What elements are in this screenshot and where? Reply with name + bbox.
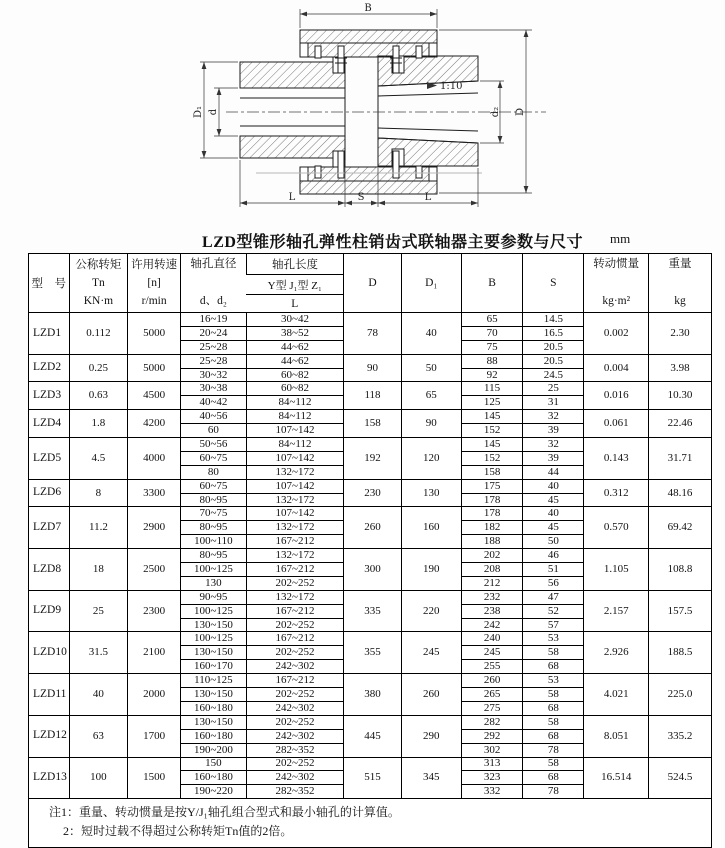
value-cell: 90 [344,354,402,382]
value-cell: 53 [523,674,584,688]
value-cell: 31.71 [649,438,712,480]
value-cell: 53 [523,632,584,646]
value-cell: 65 [461,313,523,327]
value-cell: 32 [523,438,584,452]
value-cell: 0.061 [584,410,649,438]
value-cell: 255 [461,660,523,674]
value-cell: 39 [523,451,584,465]
notes-cell [29,799,712,848]
table-body [29,313,712,799]
value-cell: 2.926 [584,632,649,674]
value-cell: 39 [523,424,584,438]
value-cell: 242~302 [246,729,343,743]
value-cell: 107~142 [246,424,343,438]
value-cell: 260 [461,674,523,688]
value-cell: 92 [461,368,523,382]
value-cell: 0.004 [584,354,649,382]
value-cell: 90 [401,410,461,438]
model-cell: LZD13 [29,757,70,799]
value-cell: 152 [461,451,523,465]
unit-label: mm [610,231,631,246]
value-cell: 3.98 [649,354,712,382]
value-cell: 245 [461,646,523,660]
value-cell: 80~95 [180,549,246,563]
header-inertia [584,254,649,313]
value-cell: 40 [523,479,584,493]
header-D1: D₁ [401,254,461,313]
value-cell: 275 [461,701,523,715]
model-cell: LZD1 [29,313,70,355]
value-cell: 160~180 [180,729,246,743]
value-cell: 44~62 [246,354,343,368]
value-cell: 130~150 [180,715,246,729]
header-speed [128,254,181,313]
value-cell: 238 [461,604,523,618]
coupling-drawing [0,0,725,232]
model-cell: LZD7 [29,507,70,549]
value-cell: 20.5 [523,340,584,354]
table-row [29,590,712,604]
header-torque-name: 公称转矩 [75,258,122,271]
value-cell: 16.514 [584,757,649,799]
table-row [29,382,712,396]
value-cell: 130 [401,479,461,507]
model-cell: LZD10 [29,632,70,674]
value-cell: 16~19 [180,313,246,327]
header-speed-name: 许用转速 [131,258,178,271]
value-cell: 60~75 [180,479,246,493]
value-cell: 58 [523,715,584,729]
value-cell: 40 [69,674,128,716]
value-cell: 5000 [128,313,181,355]
value-cell: 132~172 [246,465,343,479]
dim-label-d1: D₁ [193,105,204,119]
value-cell: 240 [461,632,523,646]
coupling-drawing-svg [0,0,725,232]
value-cell: 202~252 [246,646,343,660]
value-cell: 242~302 [246,660,343,674]
value-cell: 130 [180,576,246,590]
header-S: S [523,254,584,313]
value-cell: 69.42 [649,507,712,549]
value-cell: 30~32 [180,368,246,382]
header-B: B [461,254,523,313]
value-cell: 242 [461,618,523,632]
table-notes [29,799,712,848]
value-cell: 107~142 [246,451,343,465]
value-cell: 2500 [128,549,181,591]
value-cell: 40 [401,313,461,355]
header-bore-diameter [180,254,246,313]
value-cell: 282 [461,715,523,729]
value-cell: 290 [401,715,461,757]
value-cell: 40~56 [180,410,246,424]
model-cell: LZD3 [29,382,70,410]
value-cell: 50~56 [180,438,246,452]
value-cell: 80~95 [180,521,246,535]
value-cell: 160~180 [180,701,246,715]
value-cell: 300 [344,549,402,591]
value-cell: 60 [180,424,246,438]
value-cell: 0.63 [69,382,128,410]
value-cell: 282~352 [246,743,343,757]
value-cell: 100~125 [180,632,246,646]
value-cell: 68 [523,701,584,715]
value-cell: 157.5 [649,590,712,632]
value-cell: 242~302 [246,701,343,715]
header-speed-symbol: [n] [147,276,161,289]
value-cell: 88 [461,354,523,368]
value-cell: 51 [523,563,584,577]
header-weight-name: 重量 [668,258,692,270]
value-cell: 332 [461,785,523,799]
value-cell: 100~125 [180,604,246,618]
value-cell: 110~125 [180,674,246,688]
table-row [29,632,712,646]
value-cell: 167~212 [246,563,343,577]
table-row [29,549,712,563]
value-cell: 265 [461,688,523,702]
value-cell: 90~95 [180,590,246,604]
value-cell: 44 [523,465,584,479]
value-cell: 56 [523,576,584,590]
value-cell: 18 [69,549,128,591]
value-cell: 31.5 [69,632,128,674]
value-cell: 335.2 [649,715,712,757]
page-title: LZD型锥形轴孔弹性柱销齿式联轴器主要参数与尺寸 [202,233,583,251]
value-cell: 32 [523,410,584,424]
value-cell: 25~28 [180,340,246,354]
value-cell: 60~82 [246,382,343,396]
value-cell: 167~212 [246,604,343,618]
value-cell: 25 [69,590,128,632]
value-cell: 188 [461,535,523,549]
model-cell: LZD5 [29,438,70,480]
header-torque-symbol: Tn [92,276,105,289]
value-cell: 242~302 [246,771,343,785]
value-cell: 160 [401,507,461,549]
value-cell: 202~252 [246,757,343,771]
model-cell: LZD11 [29,674,70,716]
value-cell: 178 [461,507,523,521]
value-cell: 16.5 [523,326,584,340]
dim-label-b: B [364,3,372,14]
header-D: D [344,254,402,313]
value-cell: 20~24 [180,326,246,340]
value-cell: 57 [523,618,584,632]
value-cell: 132~172 [246,549,343,563]
header-inertia-name: 转动惯量 [593,258,640,270]
value-cell: 80 [180,465,246,479]
value-cell: 5000 [128,354,181,382]
value-cell: 84~112 [246,410,343,424]
value-cell: 48.16 [649,479,712,507]
value-cell: 335 [344,590,402,632]
model-cell: LZD12 [29,715,70,757]
value-cell: 60~82 [246,368,343,382]
value-cell: 4500 [128,382,181,410]
dim-label-s: S [357,192,365,203]
value-cell: 167~212 [246,674,343,688]
value-cell: 145 [461,410,523,424]
value-cell: 160~180 [180,771,246,785]
value-cell: 52 [523,604,584,618]
value-cell: 4.021 [584,674,649,716]
value-cell: 302 [461,743,523,757]
table-row [29,715,712,729]
value-cell: 46 [523,549,584,563]
dim-label-d: d [208,108,219,116]
value-cell: 75 [461,340,523,354]
table-row [29,674,712,688]
value-cell: 107~142 [246,479,343,493]
value-cell: 84~112 [246,396,343,410]
value-cell: 8 [69,479,128,507]
note-2: 2：短时过载不得超过公称转矩Tn值的2倍。 [63,824,293,839]
value-cell: 11.2 [69,507,128,549]
value-cell: 192 [344,438,402,480]
value-cell: 132~172 [246,521,343,535]
value-cell: 8.051 [584,715,649,757]
value-cell: 160~170 [180,660,246,674]
header-bore-length-L: L [291,297,299,310]
value-cell: 1700 [128,715,181,757]
value-cell: 45 [523,493,584,507]
taper-label: 1:10 [440,81,463,92]
value-cell: 25~28 [180,354,246,368]
value-cell: 31 [523,396,584,410]
value-cell: 44~62 [246,340,343,354]
value-cell: 118 [344,382,402,410]
header-model: 型 号 [31,278,67,290]
model-cell: LZD2 [29,354,70,382]
notes-row [29,799,712,848]
value-cell: 220 [401,590,461,632]
value-cell: 0.112 [69,313,128,355]
value-cell: 14.5 [523,313,584,327]
value-cell: 78 [523,785,584,799]
value-cell: 167~212 [246,632,343,646]
model-cell: LZD6 [29,479,70,507]
value-cell: 167~212 [246,535,343,549]
value-cell: 188.5 [649,632,712,674]
header-bore-diameter-name: 轴孔直径 [190,258,237,270]
value-cell: 178 [461,493,523,507]
dim-label-big-d: D [515,107,526,117]
value-cell: 58 [523,646,584,660]
value-cell: 60~75 [180,451,246,465]
table-row [29,410,712,424]
value-cell: 70 [461,326,523,340]
value-cell: 208 [461,563,523,577]
value-cell: 202~252 [246,618,343,632]
value-cell: 38~52 [246,326,343,340]
value-cell: 132~172 [246,493,343,507]
value-cell: 125 [461,396,523,410]
value-cell: 292 [461,729,523,743]
table-row [29,757,712,771]
table-row [29,438,712,452]
value-cell: 50 [523,535,584,549]
value-cell: 40~42 [180,396,246,410]
value-cell: 2.157 [584,590,649,632]
value-cell: 0.570 [584,507,649,549]
value-cell: 260 [344,507,402,549]
value-cell: 84~112 [246,438,343,452]
table-row [29,479,712,493]
value-cell: 202~252 [246,576,343,590]
value-cell: 2900 [128,507,181,549]
value-cell: 445 [344,715,402,757]
dim-label-d2: d₂ [490,106,501,118]
value-cell: 150 [180,757,246,771]
parameter-table [28,253,712,848]
value-cell: 190~200 [180,743,246,757]
header-bore-diameter-symbols: d、d₂ [199,295,227,308]
value-cell: 68 [523,660,584,674]
value-cell: 345 [401,757,461,799]
value-cell: 10.30 [649,382,712,410]
dim-label-l-left: L [288,192,296,203]
value-cell: 130~150 [180,646,246,660]
value-cell: 323 [461,771,523,785]
value-cell: 524.5 [649,757,712,799]
value-cell: 0.143 [584,438,649,480]
value-cell: 230 [344,479,402,507]
value-cell: 225.0 [649,674,712,716]
value-cell: 68 [523,771,584,785]
value-cell: 0.016 [584,382,649,410]
value-cell: 25 [523,382,584,396]
value-cell: 0.25 [69,354,128,382]
model-cell: LZD8 [29,549,70,591]
value-cell: 22.46 [649,410,712,438]
value-cell: 24.5 [523,368,584,382]
value-cell: 115 [461,382,523,396]
value-cell: 100~125 [180,563,246,577]
value-cell: 30~42 [246,313,343,327]
value-cell: 2.30 [649,313,712,355]
value-cell: 78 [523,743,584,757]
value-cell: 190~220 [180,785,246,799]
value-cell: 100 [69,757,128,799]
value-cell: 1500 [128,757,181,799]
value-cell: 515 [344,757,402,799]
table-header [29,254,712,313]
value-cell: 45 [523,521,584,535]
value-cell: 47 [523,590,584,604]
header-speed-unit: r/min [141,294,167,307]
value-cell: 100~110 [180,535,246,549]
dim-label-l-right: L [424,192,432,203]
value-cell: 182 [461,521,523,535]
value-cell: 50 [401,354,461,382]
value-cell: 30~38 [180,382,246,396]
value-cell: 20.5 [523,354,584,368]
note-1: 注1：重量、转动惯量是按Y/J₁轴孔组合型式和最小轴孔的计算值。 [49,805,400,820]
value-cell: 313 [461,757,523,771]
value-cell: 132~172 [246,590,343,604]
value-cell: 152 [461,424,523,438]
header-weight-unit: kg [674,295,686,308]
value-cell: 202~252 [246,715,343,729]
value-cell: 212 [461,576,523,590]
value-cell: 4000 [128,438,181,480]
table-row [29,354,712,368]
value-cell: 58 [523,688,584,702]
value-cell: 130~150 [180,618,246,632]
value-cell: 1.105 [584,549,649,591]
header-torque-unit: KN·m [83,294,114,307]
value-cell: 175 [461,479,523,493]
value-cell: 245 [401,632,461,674]
value-cell: 107~142 [246,507,343,521]
table-row [29,507,712,521]
value-cell: 80~95 [180,493,246,507]
header-bore-length: 轴孔长度 [246,254,343,275]
value-cell: 4.5 [69,438,128,480]
value-cell: 120 [401,438,461,480]
value-cell: 158 [344,410,402,438]
value-cell: 202 [461,549,523,563]
value-cell: 0.002 [584,313,649,355]
value-cell: 158 [461,465,523,479]
value-cell: 232 [461,590,523,604]
value-cell: 190 [401,549,461,591]
value-cell: 282~352 [246,785,343,799]
value-cell: 2000 [128,674,181,716]
header-bore-length-types: Y型 J₁型 Z₁ [246,275,343,295]
header-torque [69,254,128,313]
value-cell: 260 [401,674,461,716]
value-cell: 2300 [128,590,181,632]
value-cell: 145 [461,438,523,452]
value-cell: 130~150 [180,688,246,702]
header-weight [649,254,712,313]
header-inertia-unit: kg·m² [602,295,631,308]
value-cell: 202~252 [246,688,343,702]
value-cell: 65 [401,382,461,410]
model-cell: LZD4 [29,410,70,438]
value-cell: 1.8 [69,410,128,438]
value-cell: 4200 [128,410,181,438]
value-cell: 108.8 [649,549,712,591]
model-cell: LZD9 [29,590,70,632]
value-cell: 58 [523,757,584,771]
value-cell: 380 [344,674,402,716]
value-cell: 2100 [128,632,181,674]
value-cell: 70~75 [180,507,246,521]
value-cell: 63 [69,715,128,757]
value-cell: 78 [344,313,402,355]
value-cell: 0.312 [584,479,649,507]
value-cell: 3300 [128,479,181,507]
table-row [29,313,712,327]
value-cell: 40 [523,507,584,521]
value-cell: 68 [523,729,584,743]
value-cell: 355 [344,632,402,674]
